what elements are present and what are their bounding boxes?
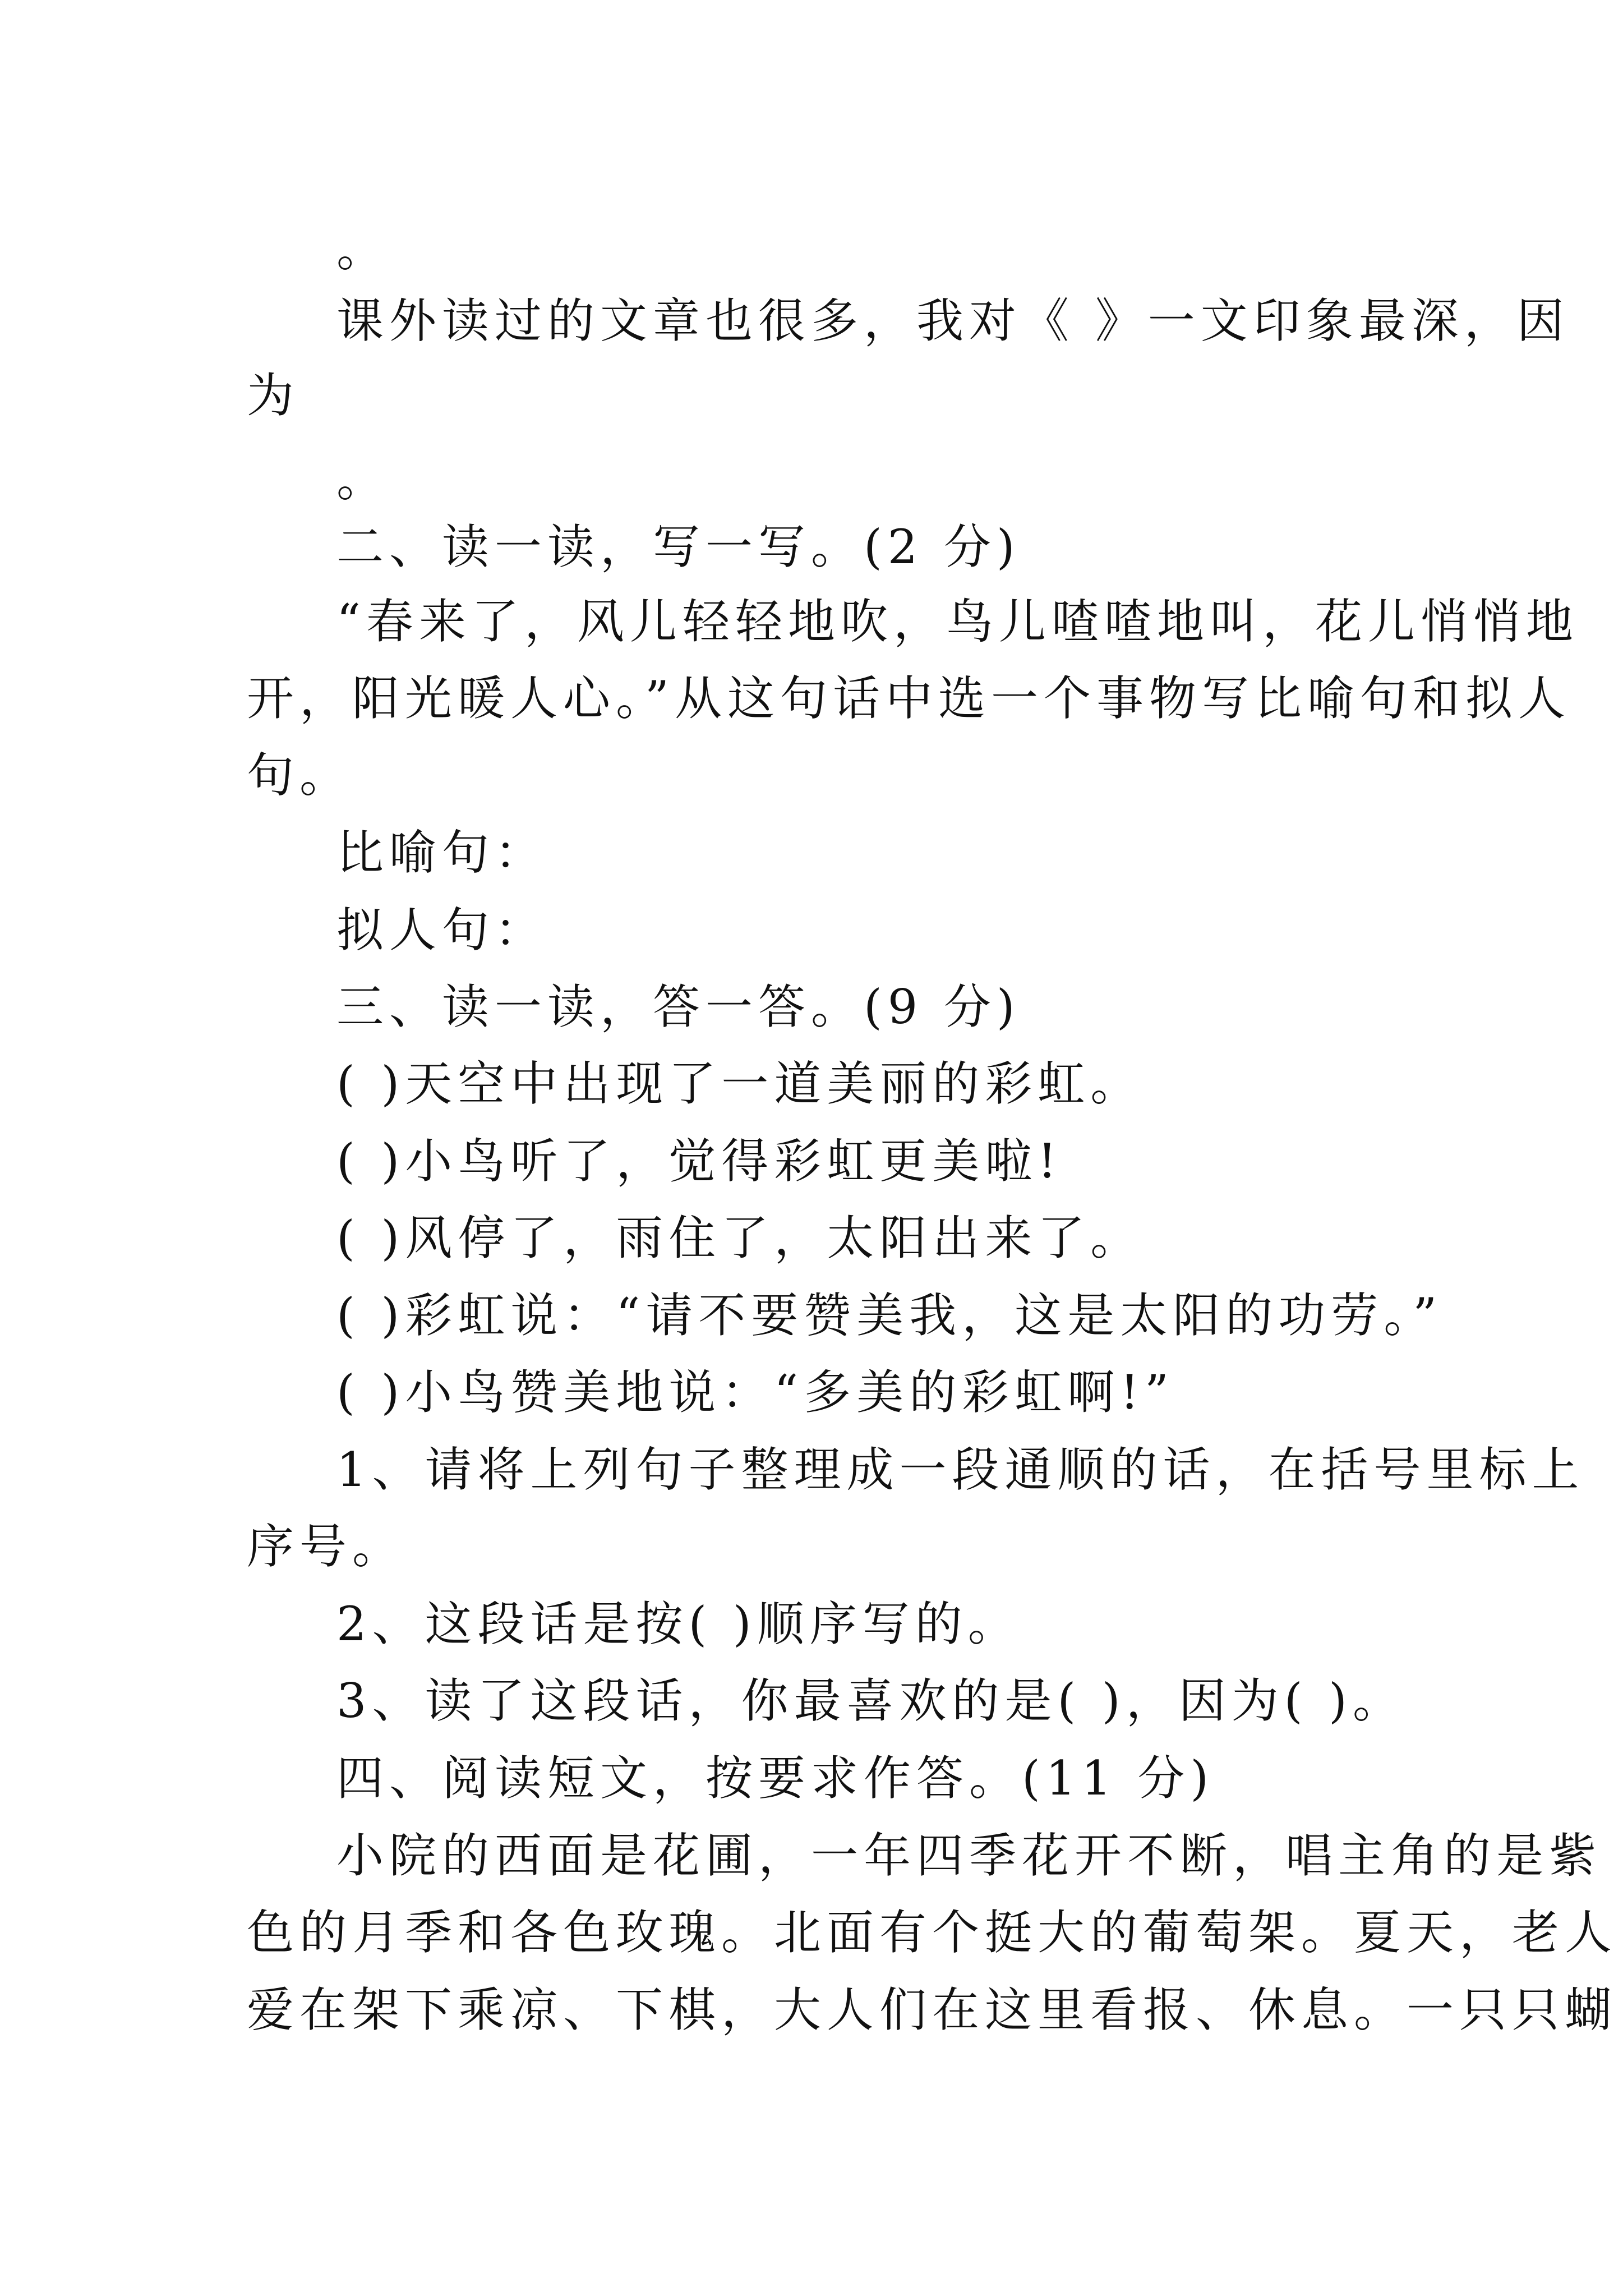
text-line: 2、这段话是按( )顺序写的。: [336, 1596, 1021, 1651]
text-line: 为: [247, 368, 300, 423]
text-line: 小院的西面是花圃，一年四季花开不断，唱主角的是紫: [336, 1828, 1602, 1883]
text-line: 色的月季和各色玫瑰。北面有个挺大的葡萄架。夏天，老人: [247, 1905, 1618, 1960]
answer-label: 拟人句：: [336, 903, 548, 958]
section-heading: 二、读一读，写一写。(2 分): [336, 519, 1021, 574]
section-heading: 三、读一读，答一答。(9 分): [336, 979, 1021, 1034]
answer-label: 比喻句：: [336, 825, 548, 880]
section-heading: 四、阅读短文，按要求作答。(11 分): [336, 1751, 1215, 1806]
text-line: 课外读过的文章也很多，我对《 》一文印象最深，因: [336, 293, 1570, 348]
text-line: 1、请将上列句子整理成一段通顺的话，在括号里标上: [336, 1442, 1585, 1497]
text-line: “春来了，风儿轻轻地吹，鸟儿喳喳地叫，花儿悄悄地: [336, 594, 1579, 649]
question-item: ( )天空中出现了一道美丽的彩虹。: [336, 1056, 1144, 1111]
text-line: 。: [336, 222, 390, 277]
text-line: 。: [336, 452, 390, 507]
text-line: 序号。: [247, 1519, 405, 1574]
text-line: 句。: [247, 748, 353, 803]
text-line: 3、读了这段话，你最喜欢的是( )，因为( )。: [336, 1673, 1405, 1728]
question-item: ( )小鸟赞美地说：“多美的彩虹啊!”: [336, 1365, 1174, 1420]
question-item: ( )风停了，雨住了，太阳出来了。: [336, 1211, 1144, 1266]
text-line: 开，阳光暖人心。”从这句话中选一个事物写比喻句和拟人: [247, 671, 1571, 726]
text-line: 爱在架下乘凉、下棋，大人们在这里看报、休息。一只只蝴: [247, 1982, 1618, 2037]
question-item: ( )彩虹说：“请不要赞美我，这是太阳的功劳。”: [336, 1288, 1443, 1343]
question-item: ( )小鸟听了，觉得彩虹更美啦!: [336, 1134, 1063, 1189]
